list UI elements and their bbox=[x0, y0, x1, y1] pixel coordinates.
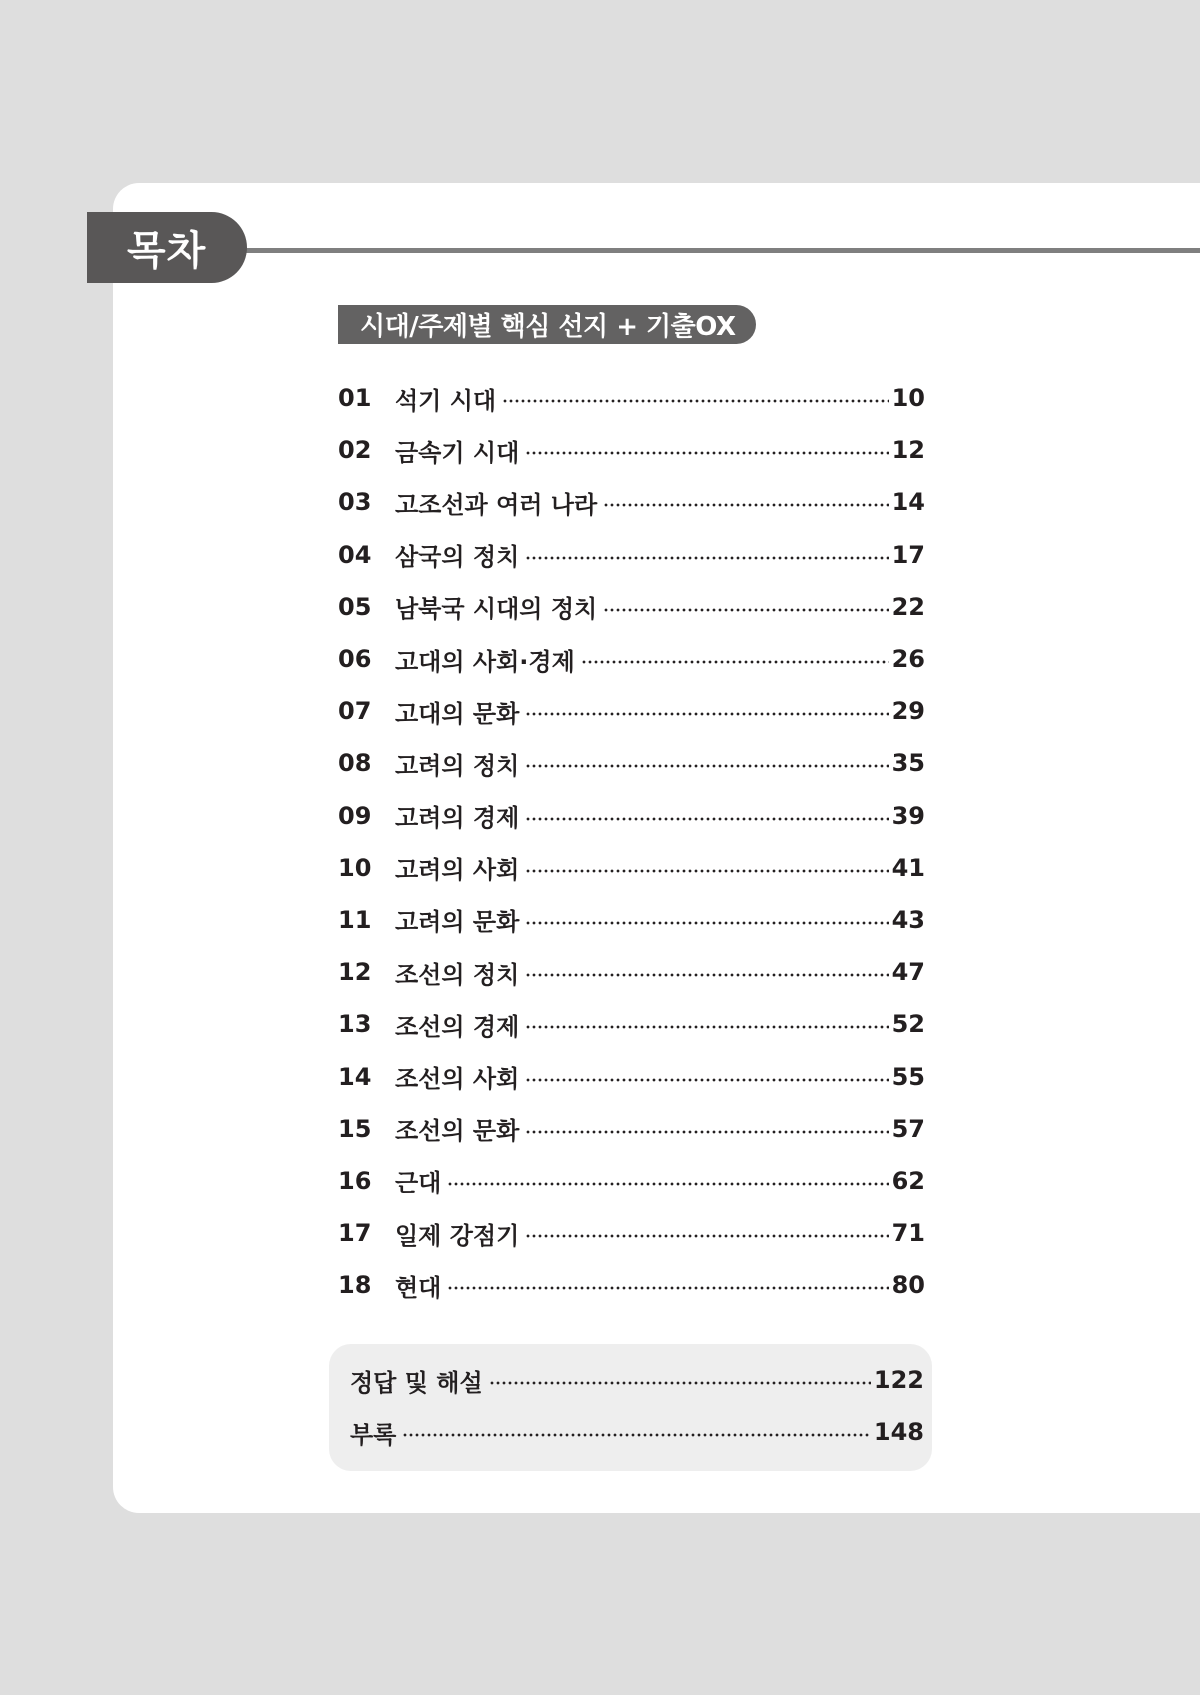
toc-row[interactable] bbox=[338, 685, 925, 737]
toc-title: 금속기 시대 bbox=[395, 438, 520, 467]
toc-title: 현대 bbox=[395, 1273, 442, 1302]
toc-page-number: 22 bbox=[891, 592, 925, 621]
toc-title: 부록 bbox=[350, 1420, 397, 1449]
dot-leader bbox=[525, 817, 888, 821]
toc-title: 정답 및 해설 bbox=[350, 1368, 483, 1397]
dot-leader bbox=[447, 1182, 888, 1186]
toc-title: 고조선과 여러 나라 bbox=[395, 490, 598, 519]
page-title: 목차 bbox=[127, 228, 207, 274]
toc-number: 09 bbox=[338, 801, 372, 830]
toc-row[interactable] bbox=[338, 1207, 925, 1259]
toc-row[interactable] bbox=[338, 1155, 925, 1207]
toc-number: 10 bbox=[338, 853, 372, 882]
toc-title: 조선의 정치 bbox=[395, 960, 520, 989]
toc-page-number: 122 bbox=[873, 1366, 924, 1394]
toc-number: 07 bbox=[338, 697, 372, 726]
extras-row[interactable] bbox=[350, 1406, 924, 1458]
toc-number: 03 bbox=[338, 488, 372, 517]
toc-row[interactable] bbox=[338, 737, 925, 789]
dot-leader bbox=[525, 869, 888, 873]
dot-leader bbox=[525, 1130, 888, 1134]
dot-leader bbox=[402, 1433, 871, 1437]
toc-row[interactable] bbox=[338, 476, 925, 528]
toc-number: 13 bbox=[338, 1010, 372, 1039]
toc-row[interactable] bbox=[338, 790, 925, 842]
toc-number: 11 bbox=[338, 905, 372, 934]
toc-page-number: 57 bbox=[891, 1114, 925, 1143]
section-title: 시대/주제별 핵심 선지 + 기출OX bbox=[360, 312, 736, 342]
dot-leader bbox=[525, 1234, 888, 1238]
toc-title: 고려의 정치 bbox=[395, 751, 520, 780]
dot-leader bbox=[525, 1025, 888, 1029]
toc-title: 석기 시대 bbox=[395, 386, 497, 415]
dot-leader bbox=[447, 1286, 888, 1290]
dot-leader bbox=[525, 556, 888, 560]
title-rule bbox=[240, 248, 1200, 253]
toc-page-number: 62 bbox=[891, 1166, 925, 1195]
toc-page-number: 17 bbox=[891, 540, 925, 569]
toc-row[interactable] bbox=[338, 633, 925, 685]
toc-page-number: 71 bbox=[891, 1219, 925, 1248]
title-tab bbox=[87, 212, 247, 283]
toc-page-number: 14 bbox=[891, 488, 925, 517]
toc-row[interactable] bbox=[338, 1259, 925, 1311]
toc-row[interactable] bbox=[338, 424, 925, 476]
toc-page-number: 39 bbox=[891, 801, 925, 830]
dot-leader bbox=[581, 660, 889, 664]
toc-number: 17 bbox=[338, 1219, 372, 1248]
dot-leader bbox=[502, 399, 889, 403]
toc-number: 14 bbox=[338, 1062, 372, 1091]
dot-leader bbox=[525, 451, 888, 455]
toc-row[interactable] bbox=[338, 1103, 925, 1155]
dot-leader bbox=[525, 973, 888, 977]
toc-page-number: 12 bbox=[891, 436, 925, 465]
toc-number: 02 bbox=[338, 436, 372, 465]
toc-row[interactable] bbox=[338, 894, 925, 946]
toc-page-number: 47 bbox=[891, 958, 925, 987]
toc-row[interactable] bbox=[338, 529, 925, 581]
toc-number: 06 bbox=[338, 645, 372, 674]
toc-title: 고려의 경제 bbox=[395, 804, 520, 833]
toc-page-number: 10 bbox=[891, 384, 925, 413]
toc-number: 04 bbox=[338, 540, 372, 569]
toc-number: 12 bbox=[338, 958, 372, 987]
toc-row[interactable] bbox=[338, 372, 925, 424]
toc-page-number: 29 bbox=[891, 697, 925, 726]
dot-leader bbox=[603, 503, 888, 507]
toc-title: 일제 강점기 bbox=[395, 1221, 520, 1250]
toc-page-number: 41 bbox=[891, 853, 925, 882]
toc-title: 조선의 경제 bbox=[395, 1012, 520, 1041]
toc-title: 근대 bbox=[395, 1169, 442, 1198]
toc-title: 조선의 사회 bbox=[395, 1065, 520, 1094]
toc-page-number: 43 bbox=[891, 905, 925, 934]
toc-number: 08 bbox=[338, 749, 372, 778]
toc-title: 삼국의 정치 bbox=[395, 543, 520, 572]
toc-title: 조선의 문화 bbox=[395, 1117, 520, 1146]
toc-row[interactable] bbox=[338, 998, 925, 1050]
dot-leader bbox=[489, 1381, 871, 1385]
toc-page-number: 35 bbox=[891, 749, 925, 778]
dot-leader bbox=[525, 764, 888, 768]
dot-leader bbox=[525, 1078, 888, 1082]
dot-leader bbox=[525, 712, 888, 716]
toc-number: 16 bbox=[338, 1166, 372, 1195]
toc-row[interactable] bbox=[338, 946, 925, 998]
dot-leader bbox=[603, 608, 888, 612]
dot-leader bbox=[525, 921, 888, 925]
toc-number: 01 bbox=[338, 384, 372, 413]
toc-row[interactable] bbox=[338, 1050, 925, 1102]
toc-title: 고대의 문화 bbox=[395, 699, 520, 728]
toc-page-number: 80 bbox=[891, 1271, 925, 1300]
toc-row[interactable] bbox=[338, 581, 925, 633]
toc-title: 남북국 시대의 정치 bbox=[395, 595, 598, 624]
toc-number: 18 bbox=[338, 1271, 372, 1300]
extras-row[interactable] bbox=[350, 1354, 924, 1406]
appendix-box bbox=[329, 1344, 932, 1471]
toc-page-number: 52 bbox=[891, 1010, 925, 1039]
toc-page-number: 148 bbox=[873, 1418, 924, 1446]
toc-title: 고려의 사회 bbox=[395, 856, 520, 885]
section-header bbox=[338, 305, 756, 344]
toc-page-number: 55 bbox=[891, 1062, 925, 1091]
toc-page-number: 26 bbox=[891, 645, 925, 674]
toc-number: 15 bbox=[338, 1114, 372, 1143]
toc-title: 고대의 사회·경제 bbox=[395, 647, 575, 676]
toc-list bbox=[338, 372, 925, 1311]
toc-title: 고려의 문화 bbox=[395, 908, 520, 937]
toc-number: 05 bbox=[338, 592, 372, 621]
toc-row[interactable] bbox=[338, 842, 925, 894]
